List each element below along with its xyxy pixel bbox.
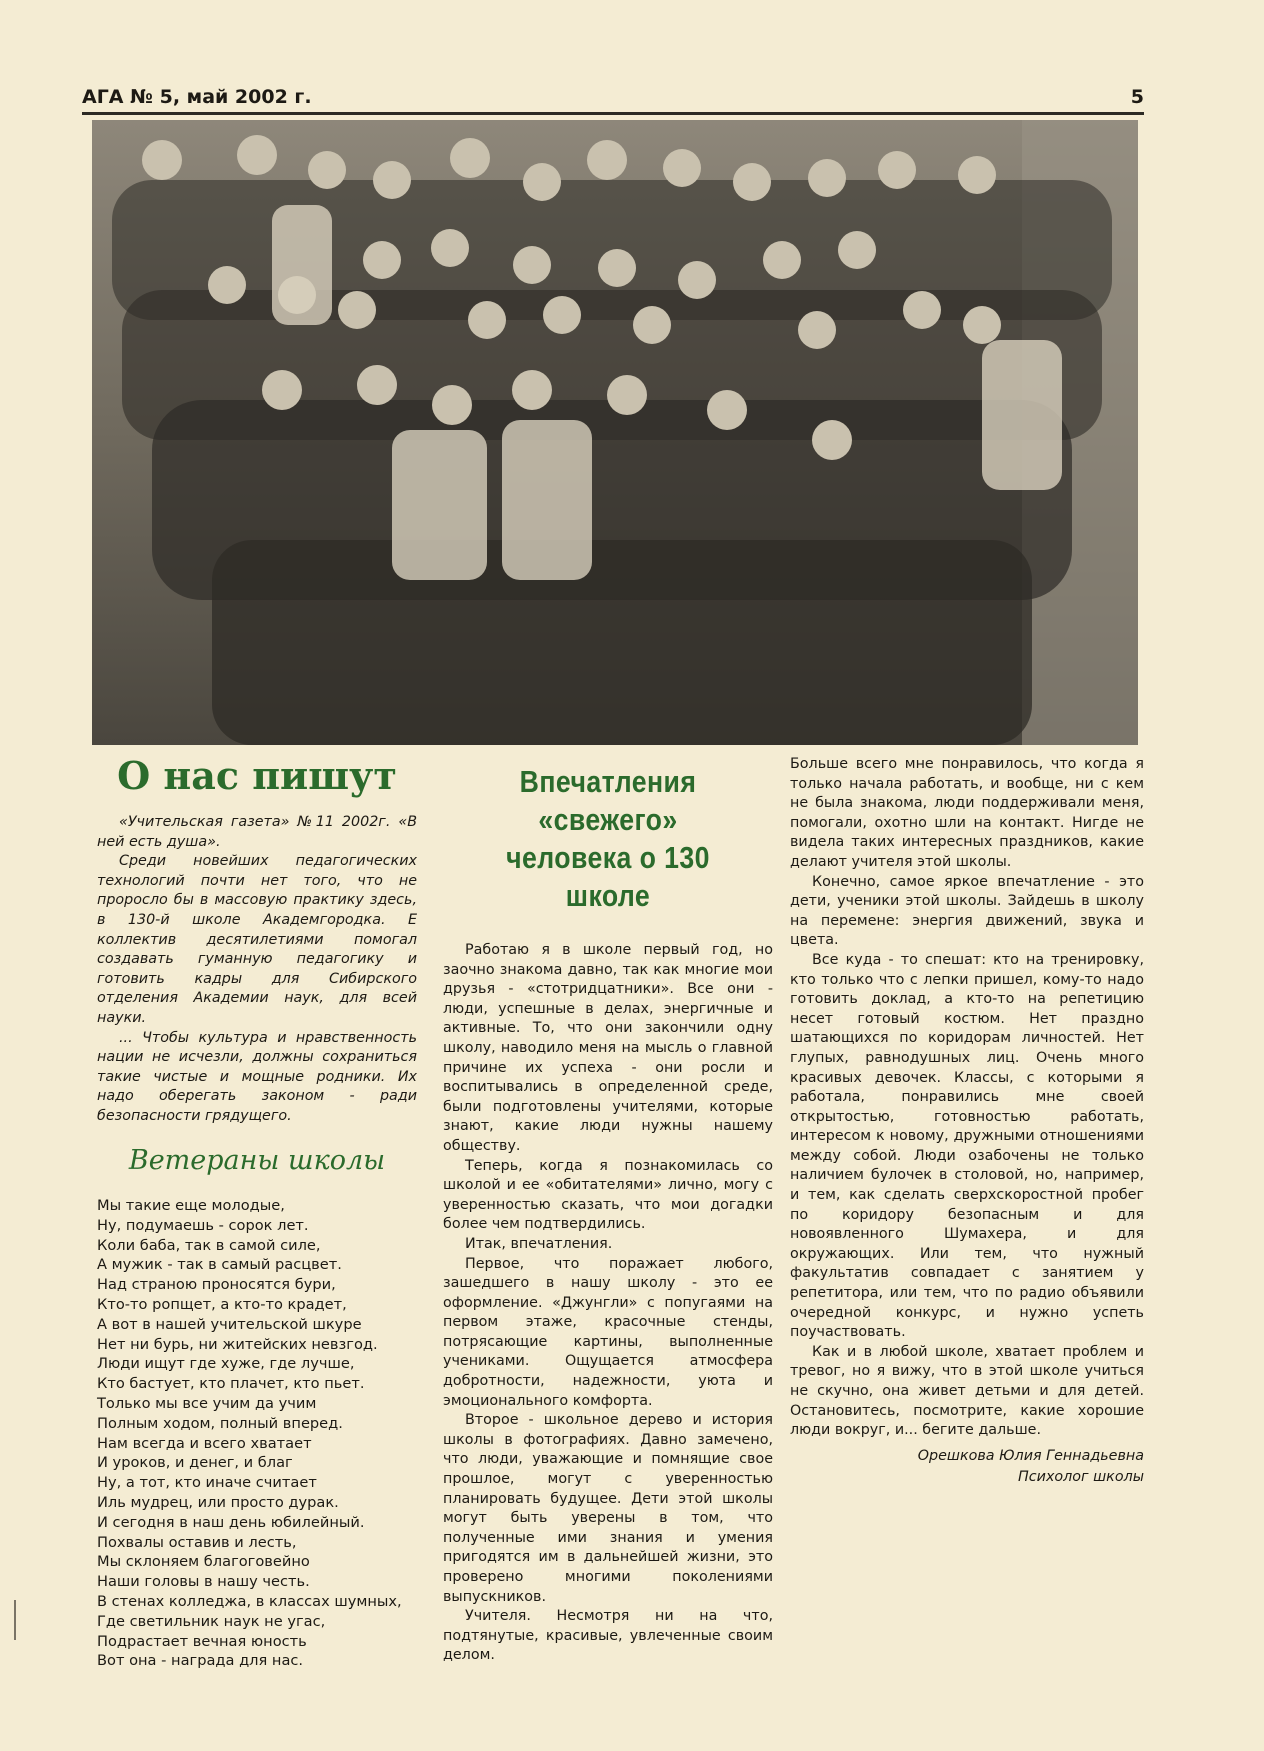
poem-line: Нет ни бурь, ни житейских невзгод. <box>97 1335 378 1353</box>
quote-source: «Учительская газета» №11 2002г. «В ней есть душа». <box>97 814 417 850</box>
article-paragraph: Больше всего мне понравилось, что когда я только начала работать, и вообще, ни с кем не была знакома, люди поддерживали меня, помогали, охотно шли на контакт. Нигде не видела таких интересных праздников, какие делают учителя этой школы. <box>790 756 1144 870</box>
article-paragraph: Учителя. Несмотря ни на что, подтянутые, красивые, увлеченные своим делом. <box>443 1608 773 1664</box>
article-paragraph: Как и в любой школе, хватает проблем и тревог, но я вижу, что в этой школе учиться не скучно, она живет детьми и для детей. Остановитесь, посмотрите, какие хорошие люди вокруг, и... бегите дальше. <box>790 1343 1144 1439</box>
article-paragraph: Второе - школьное дерево и история школы в фотографиях. Давно замечено, что люди, уважающие и помнящие свое прошлое, могут с уверенностью планировать будущее. Дети этой школы могут быть уверены в том, что полученные ими знания и умения пригодятся им в дальнейшей жизни, это проверено многими поколениями выпускников. <box>443 1412 773 1605</box>
group-photo <box>92 120 1138 745</box>
poem-line: В стенах колледжа, в классах шумных, <box>97 1593 402 1611</box>
quote-paragraph-2: ... Чтобы культура и нравственность нации не исчезли, должны сохраниться такие чистые и мощные родники. Их надо оберегать законом - ради безопасности грядущего. <box>97 1029 417 1124</box>
issue-label: АГА № 5, май 2002 г. <box>82 86 312 108</box>
column2-title-line2: человека о 130 школе <box>506 840 710 913</box>
poem-line: Мы такие еще молодые, <box>97 1197 285 1215</box>
poem-line: Кто бастует, кто плачет, кто пьет. <box>97 1375 365 1393</box>
poem-line: Ну, подумаешь - сорок лет. <box>97 1216 309 1234</box>
poem <box>97 1196 417 1671</box>
column2-title <box>466 763 750 915</box>
article-paragraph: Итак, впечатления. <box>465 1235 613 1252</box>
poem-line: Полным ходом, полный вперед. <box>97 1414 343 1432</box>
poem-line: Где светильник наук не угас, <box>97 1612 326 1630</box>
article-paragraph: Конечно, самое яркое впечатление - это дети, ученики этой школы. Зайдешь в школу на перемене: энергия движений, звука и цвета. <box>790 873 1144 949</box>
article-paragraph: Все куда - то спешат: кто на тренировку, кто только что с лепки пришел, кому-то надо готовить доклад, а кто-то на репетицию несет готовый костюм. Нет праздно шатающихся по коридорам личностей. Нет глупых, равнодушных лиц. Очень много красивых девочек. Классы, с которыми я работала, понравились мне своей открытостью, готовностью работать, интересом к новому, дружными отношениями между собой. Люди озабочены не только наличием булочек в столовой, но, например, и тем, как сделать сверхскоростной пробег по коридору безопасным и для новоявленного Шумахера, и для окружающих. Или тем, что нужный факультатив совпадает с занятием у репетитора, или тем, что по радио объявили очередной конкурс, и нужно успеть поучаствовать. <box>790 951 1144 1341</box>
column-about-us <box>97 755 417 1671</box>
column1-title: О нас пишут <box>117 753 397 798</box>
author-role: Психолог школы <box>1018 1469 1144 1486</box>
author-name: Орешкова Юлия Геннадьевна <box>917 1447 1144 1464</box>
article-paragraph: Работаю я в школе первый год, но заочно знакома давно, так как многие мои друзья - «стотридцатники». Все они - люди, успешные в делах, энергичные и активные. То, что они закончили одну школу, наводило меня на мысль о главной причине их успеха - они росли и воспитывались в определенной среде, были подготовлены учителями, которые знают, какие люди нужны нашему обществу. <box>443 942 773 1154</box>
column2-title-line1: Впечатления «свежего» <box>519 764 697 837</box>
poem-title: Ветераны школы <box>128 1144 386 1176</box>
poem-line: Подрастает вечная юность <box>97 1632 307 1650</box>
page-header <box>82 84 1144 115</box>
poem-line: Над страною проносятся бури, <box>97 1276 336 1294</box>
poem-line: Люди ищут где хуже, где лучше, <box>97 1355 355 1373</box>
poem-line: И сегодня в наш день юбилейный. <box>97 1513 365 1531</box>
article-paragraph: Теперь, когда я познакомилась со школой и ее «обитателями» лично, могу с уверенностью сказать, что мои догадки более чем подтвердились. <box>443 1157 773 1233</box>
poem-line: Иль мудрец, или просто дурак. <box>97 1494 339 1512</box>
poem-line: Только мы все учим да учим <box>97 1395 317 1413</box>
poem-line: Ну, а тот, кто иначе считает <box>97 1474 317 1492</box>
poem-line: Наши головы в нашу честь. <box>97 1573 310 1591</box>
page-number: 5 <box>1130 86 1144 108</box>
column-impressions <box>443 755 773 1666</box>
article-paragraph: Первое, что поражает любого, зашедшего в нашу школу - это ее оформление. «Джунгли» с попугаями на первом этаже, красочные стенды, потрясающие картины, выполненные учениками. Ощущается атмосфера добротности, надежности, уюта и эмоционального комфорта. <box>443 1255 773 1409</box>
poem-line: А вот в нашей учительской шкуре <box>97 1315 362 1333</box>
poem-line: Кто-то ропщет, а кто-то крадет, <box>97 1296 347 1314</box>
quote-paragraph-1: Среди новейших педагогических технологий почти нет того, что не проросло бы в массовую практику здесь, в 130-й школе Академгородка. Е коллектив десятилетиями помогал создавать гуманную педагогику и готовить кадры для Сибирского отделения Академии наук, для всей науки. <box>97 853 417 1026</box>
poem-line: А мужик - так в самый расцвет. <box>97 1256 342 1274</box>
poem-line: И уроков, и денег, и благ <box>97 1454 293 1472</box>
poem-line: Вот она - награда для нас. <box>97 1652 304 1670</box>
poem-line: Мы склоняем благоговейно <box>97 1553 310 1571</box>
scan-edge-mark <box>14 1600 16 1640</box>
poem-line: Похвалы оставив и лесть, <box>97 1533 297 1551</box>
poem-line: Нам всегда и всего хватает <box>97 1434 312 1452</box>
poem-line: Коли баба, так в самой силе, <box>97 1236 321 1254</box>
column-impressions-continued <box>790 755 1144 1488</box>
